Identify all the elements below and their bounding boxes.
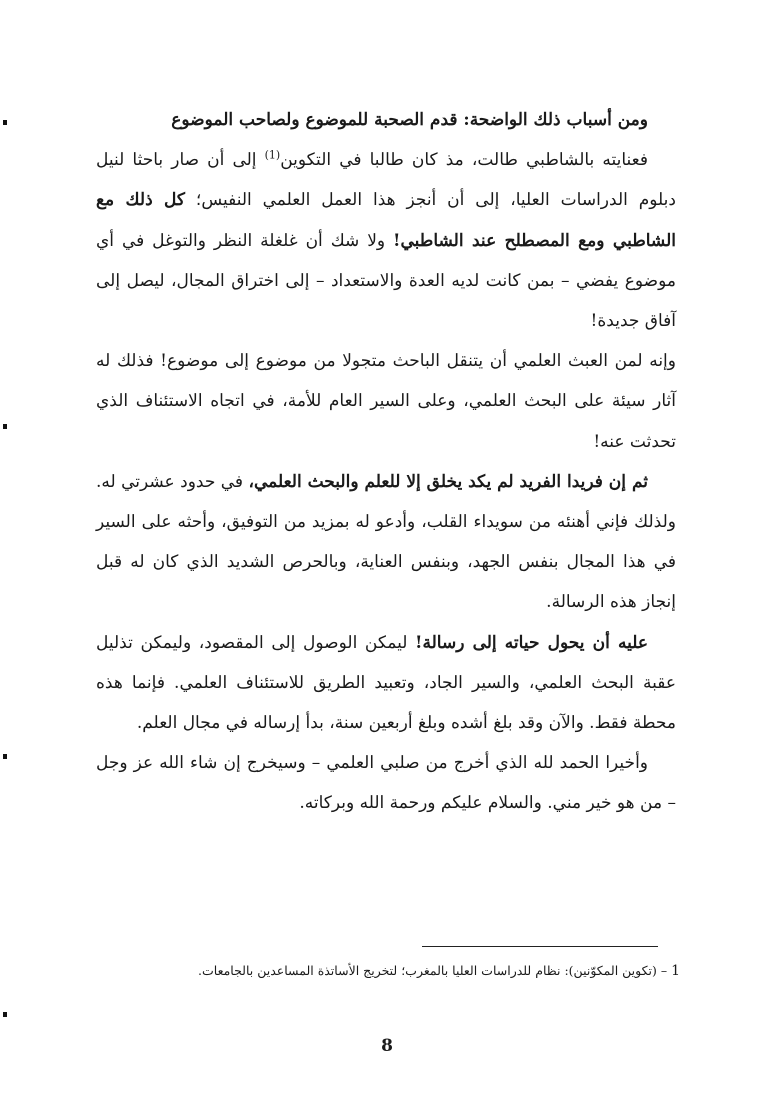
footnote-reference[interactable]: (1) <box>264 148 281 162</box>
paragraph-3-bold: ثم إن فريدا الفريد لم يكد يخلق إلا للعلم والبحث العلمي، <box>248 471 648 492</box>
margin-mark <box>3 1012 7 1017</box>
margin-mark <box>3 120 7 125</box>
paragraph-1-part-b: إلى أن صار باحثا لنيل دبلوم الدراسات العليا، إلى أن أنجز هذا العمل العلمي النفيس؛ <box>96 150 676 211</box>
paragraph-1-part-c: ولا شك أن غلغلة النظر والتوغل في أي موضوع يفضي – بمن كانت لديه العدة والاستعداد – إلى اختراق المجال، ليصل إلى آفاق جديدة! <box>96 230 676 332</box>
paragraph-1 <box>96 140 676 341</box>
body-text <box>96 100 676 824</box>
margin-mark <box>3 424 7 429</box>
paragraph-2: وإنه لمن العبث العلمي أن يتنقل الباحث متجولا من موضوع إلى موضوع! فذلك له آثار سيئة على البحث العلمي، وعلى السير العام للأمة، في اتجاه الاستئناف الذي تحدثت عنه! <box>96 351 676 452</box>
paragraph-1-part-a: فعنايته بالشاطبي طالت، مذ كان طالبا في التكوين <box>280 150 648 171</box>
paragraph-3-rest: في حدود عشرتي له. ولذلك فإني أهنئه من سويداء القلب، وأدعو له بمزيد من التوفيق، وأحثه على السير في هذا المجال بنفس الجهد، وبنفس العناية، وبالحرص الشديد الذي كان له قبل إنجاز هذه الرسالة. <box>96 471 676 613</box>
paragraph-3 <box>96 462 676 623</box>
section-heading: ومن أسباب ذلك الواضحة: قدم الصحبة للموضوع ولصاحب الموضوع <box>171 110 648 130</box>
paragraph-4-bold: عليه أن يحول حياته إلى رسالة! <box>415 632 648 653</box>
footnote-number: 1 <box>671 963 680 979</box>
paragraph-4 <box>96 623 676 744</box>
margin-mark <box>3 754 7 759</box>
paragraph-1-bold: كل ذلك مع الشاطبي ومع المصطلح عند الشاطبي! <box>96 190 676 251</box>
footnote <box>150 962 680 980</box>
footnote-text: – (تكوين المكوّنين): نظام للدراسات العليا بالمغرب؛ لتخريج الأساتذة المساعدين بالجامعات. <box>198 963 672 978</box>
paragraph-5: وأخيرا الحمد لله الذي أخرج من صلبي العلمي – وسيخرج إن شاء الله عز وجل – من هو خير مني. والسلام عليكم ورحمة الله وبركاته. <box>96 753 676 814</box>
page-number: 8 <box>381 1036 393 1056</box>
footnote-divider <box>422 946 658 947</box>
paragraph-4-rest: ليمكن الوصول إلى المقصود، وليمكن تذليل عقبة البحث العلمي، والسير الجاد، وتعبيد الطريق للاستئناف العلمي. فإنما هذه محطة فقط. والآن وقد بلغ أشده وبلغ أربعين سنة، بدأ إرساله في مجال العلم. <box>96 632 676 734</box>
